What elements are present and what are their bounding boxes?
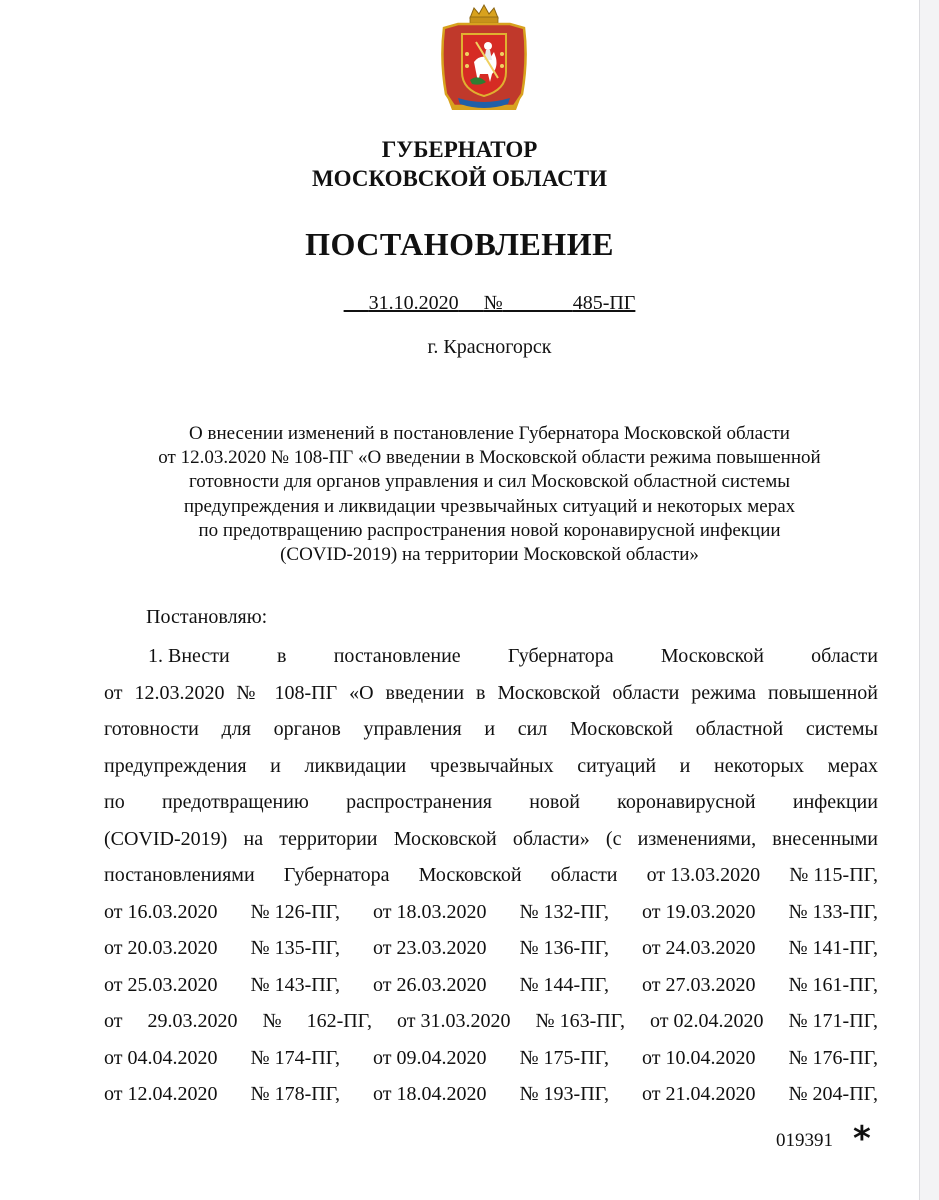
- body-word: № 176-ПГ,: [788, 1046, 878, 1069]
- body-word: от 23.03.2020: [372, 937, 487, 959]
- body-word: от 16.03.2020: [104, 900, 218, 923]
- heading-line: предупреждения и ликвидации чрезвычайных ситуаций и некоторых мерах: [183, 495, 796, 517]
- body-word: № 193-ПГ,: [519, 1083, 609, 1105]
- body-word: Губернатора: [283, 864, 390, 886]
- body-line: [104, 859, 878, 896]
- body-word: от 19.03.2020: [641, 900, 756, 923]
- body-word: № 161-ПГ,: [788, 973, 878, 996]
- body-line: [104, 640, 878, 677]
- body-word: от 02.04.2020: [649, 1010, 764, 1032]
- body-line: [104, 750, 878, 787]
- document-number: 485-ПГ: [572, 292, 636, 314]
- body-line: [104, 1078, 878, 1115]
- heading-line: по предотвращению распространения новой коронавирусной инфекции: [198, 519, 781, 541]
- body-line: [104, 713, 878, 750]
- body-word: № 136-ПГ,: [519, 937, 609, 959]
- body-line: [104, 932, 878, 969]
- body-word: (COVID-2019) на территории Московской области» (с изменениями, внесенными: [104, 827, 878, 850]
- body-word: от 24.03.2020: [641, 937, 756, 959]
- body-word: в: [277, 645, 287, 667]
- body-word: №: [262, 1010, 282, 1032]
- body-word: от 21.04.2020: [641, 1083, 756, 1105]
- body-word: от 10.04.2020: [641, 1046, 756, 1069]
- body-word: постановление: [333, 645, 461, 667]
- body-word: Губернатора: [507, 645, 614, 667]
- body-line: [104, 1042, 878, 1079]
- body-word: № 178-ПГ,: [250, 1083, 340, 1105]
- body-word: от 09.04.2020: [372, 1046, 487, 1069]
- body-word: № 132-ПГ,: [519, 900, 609, 923]
- body-word: № 115-ПГ,: [789, 864, 878, 886]
- body-word: коронавирусной: [617, 791, 756, 813]
- body-line: [104, 896, 878, 933]
- body-line: [104, 969, 878, 1006]
- body-word: инфекции: [792, 791, 878, 813]
- body-word: № 171-ПГ,: [788, 1010, 878, 1032]
- body-word: № 174-ПГ,: [250, 1046, 340, 1069]
- body-word: 1. Внести: [148, 645, 230, 667]
- body-word: от 18.04.2020: [372, 1083, 487, 1105]
- body-word: от 26.03.2020: [372, 973, 487, 996]
- body-word: предотвращению: [161, 791, 309, 813]
- body-word: от 31.03.2020: [397, 1010, 511, 1032]
- body-word: № 133-ПГ,: [788, 900, 878, 923]
- title-governor: ГУБЕРНАТОР: [381, 137, 538, 162]
- body-word: от 12.03.2020 № 108-ПГ «О введении в Московской области режима повышенной: [104, 681, 878, 704]
- body-word: № 204-ПГ,: [788, 1083, 878, 1105]
- resolve-label: Постановляю:: [146, 606, 268, 628]
- body-word: постановлениями: [104, 864, 255, 886]
- body-word: новой: [529, 791, 580, 813]
- body-word: от 25.03.2020: [104, 973, 218, 996]
- body-word: области: [550, 864, 618, 886]
- body-word: 29.03.2020: [147, 1010, 238, 1032]
- body-word: 162-ПГ,: [306, 1010, 372, 1032]
- coat-of-arms-icon: [436, 2, 532, 114]
- body-line: [104, 1005, 878, 1042]
- body-word: от 18.03.2020: [372, 900, 487, 923]
- heading-line: от 12.03.2020 № 108-ПГ «О введении в Московской области режима повышенной: [158, 447, 821, 469]
- body-text: [104, 640, 878, 1115]
- serial-number: 019391: [776, 1130, 833, 1151]
- body-word: распространения: [346, 791, 492, 813]
- body-word: от 20.03.2020: [104, 937, 218, 959]
- body-word: от 04.04.2020: [104, 1046, 218, 1069]
- body-word: области: [811, 645, 878, 667]
- body-word: от 27.03.2020: [641, 973, 756, 996]
- body-word: № 163-ПГ,: [535, 1010, 625, 1032]
- body-line: [104, 823, 878, 860]
- body-word: Московской: [660, 645, 764, 667]
- document-city: г. Красногорск: [427, 336, 552, 358]
- body-line: [104, 677, 878, 714]
- body-word: по: [104, 791, 125, 813]
- document-number-line: [0, 290, 939, 316]
- body-word: № 141-ПГ,: [788, 937, 878, 959]
- body-word: готовности для органов управления и сил Московской областной системы: [104, 718, 878, 740]
- title-region: МОСКОВСКОЙ ОБЛАСТИ: [311, 166, 608, 191]
- body-line: [104, 786, 878, 823]
- body-word: Московской: [418, 864, 522, 886]
- body-word: № 144-ПГ,: [519, 973, 609, 996]
- heading-line: готовности для органов управления и сил Московской областной системы: [188, 471, 790, 493]
- body-word: от 12.04.2020: [104, 1083, 218, 1105]
- body-word: от 13.03.2020: [646, 864, 761, 886]
- body-word: № 143-ПГ,: [250, 973, 340, 996]
- body-word: предупреждения и ликвидации чрезвычайных ситуаций и некоторых мерах: [104, 754, 878, 777]
- document-heading: [0, 422, 939, 567]
- number-sign: №: [483, 292, 503, 314]
- body-word: от: [104, 1010, 123, 1032]
- asterisk-mark: *: [853, 1119, 871, 1159]
- document-date: 31.10.2020: [368, 292, 459, 314]
- body-word: № 126-ПГ,: [250, 900, 340, 923]
- body-word: № 135-ПГ,: [250, 937, 340, 959]
- body-word: № 175-ПГ,: [519, 1046, 609, 1069]
- heading-line: (COVID-2019) на территории Московской области»: [280, 544, 699, 566]
- page-edge: [919, 0, 939, 1200]
- heading-line: О внесении изменений в постановление Губернатора Московской области: [189, 423, 790, 444]
- document-type: ПОСТАНОВЛЕНИЕ: [305, 226, 614, 262]
